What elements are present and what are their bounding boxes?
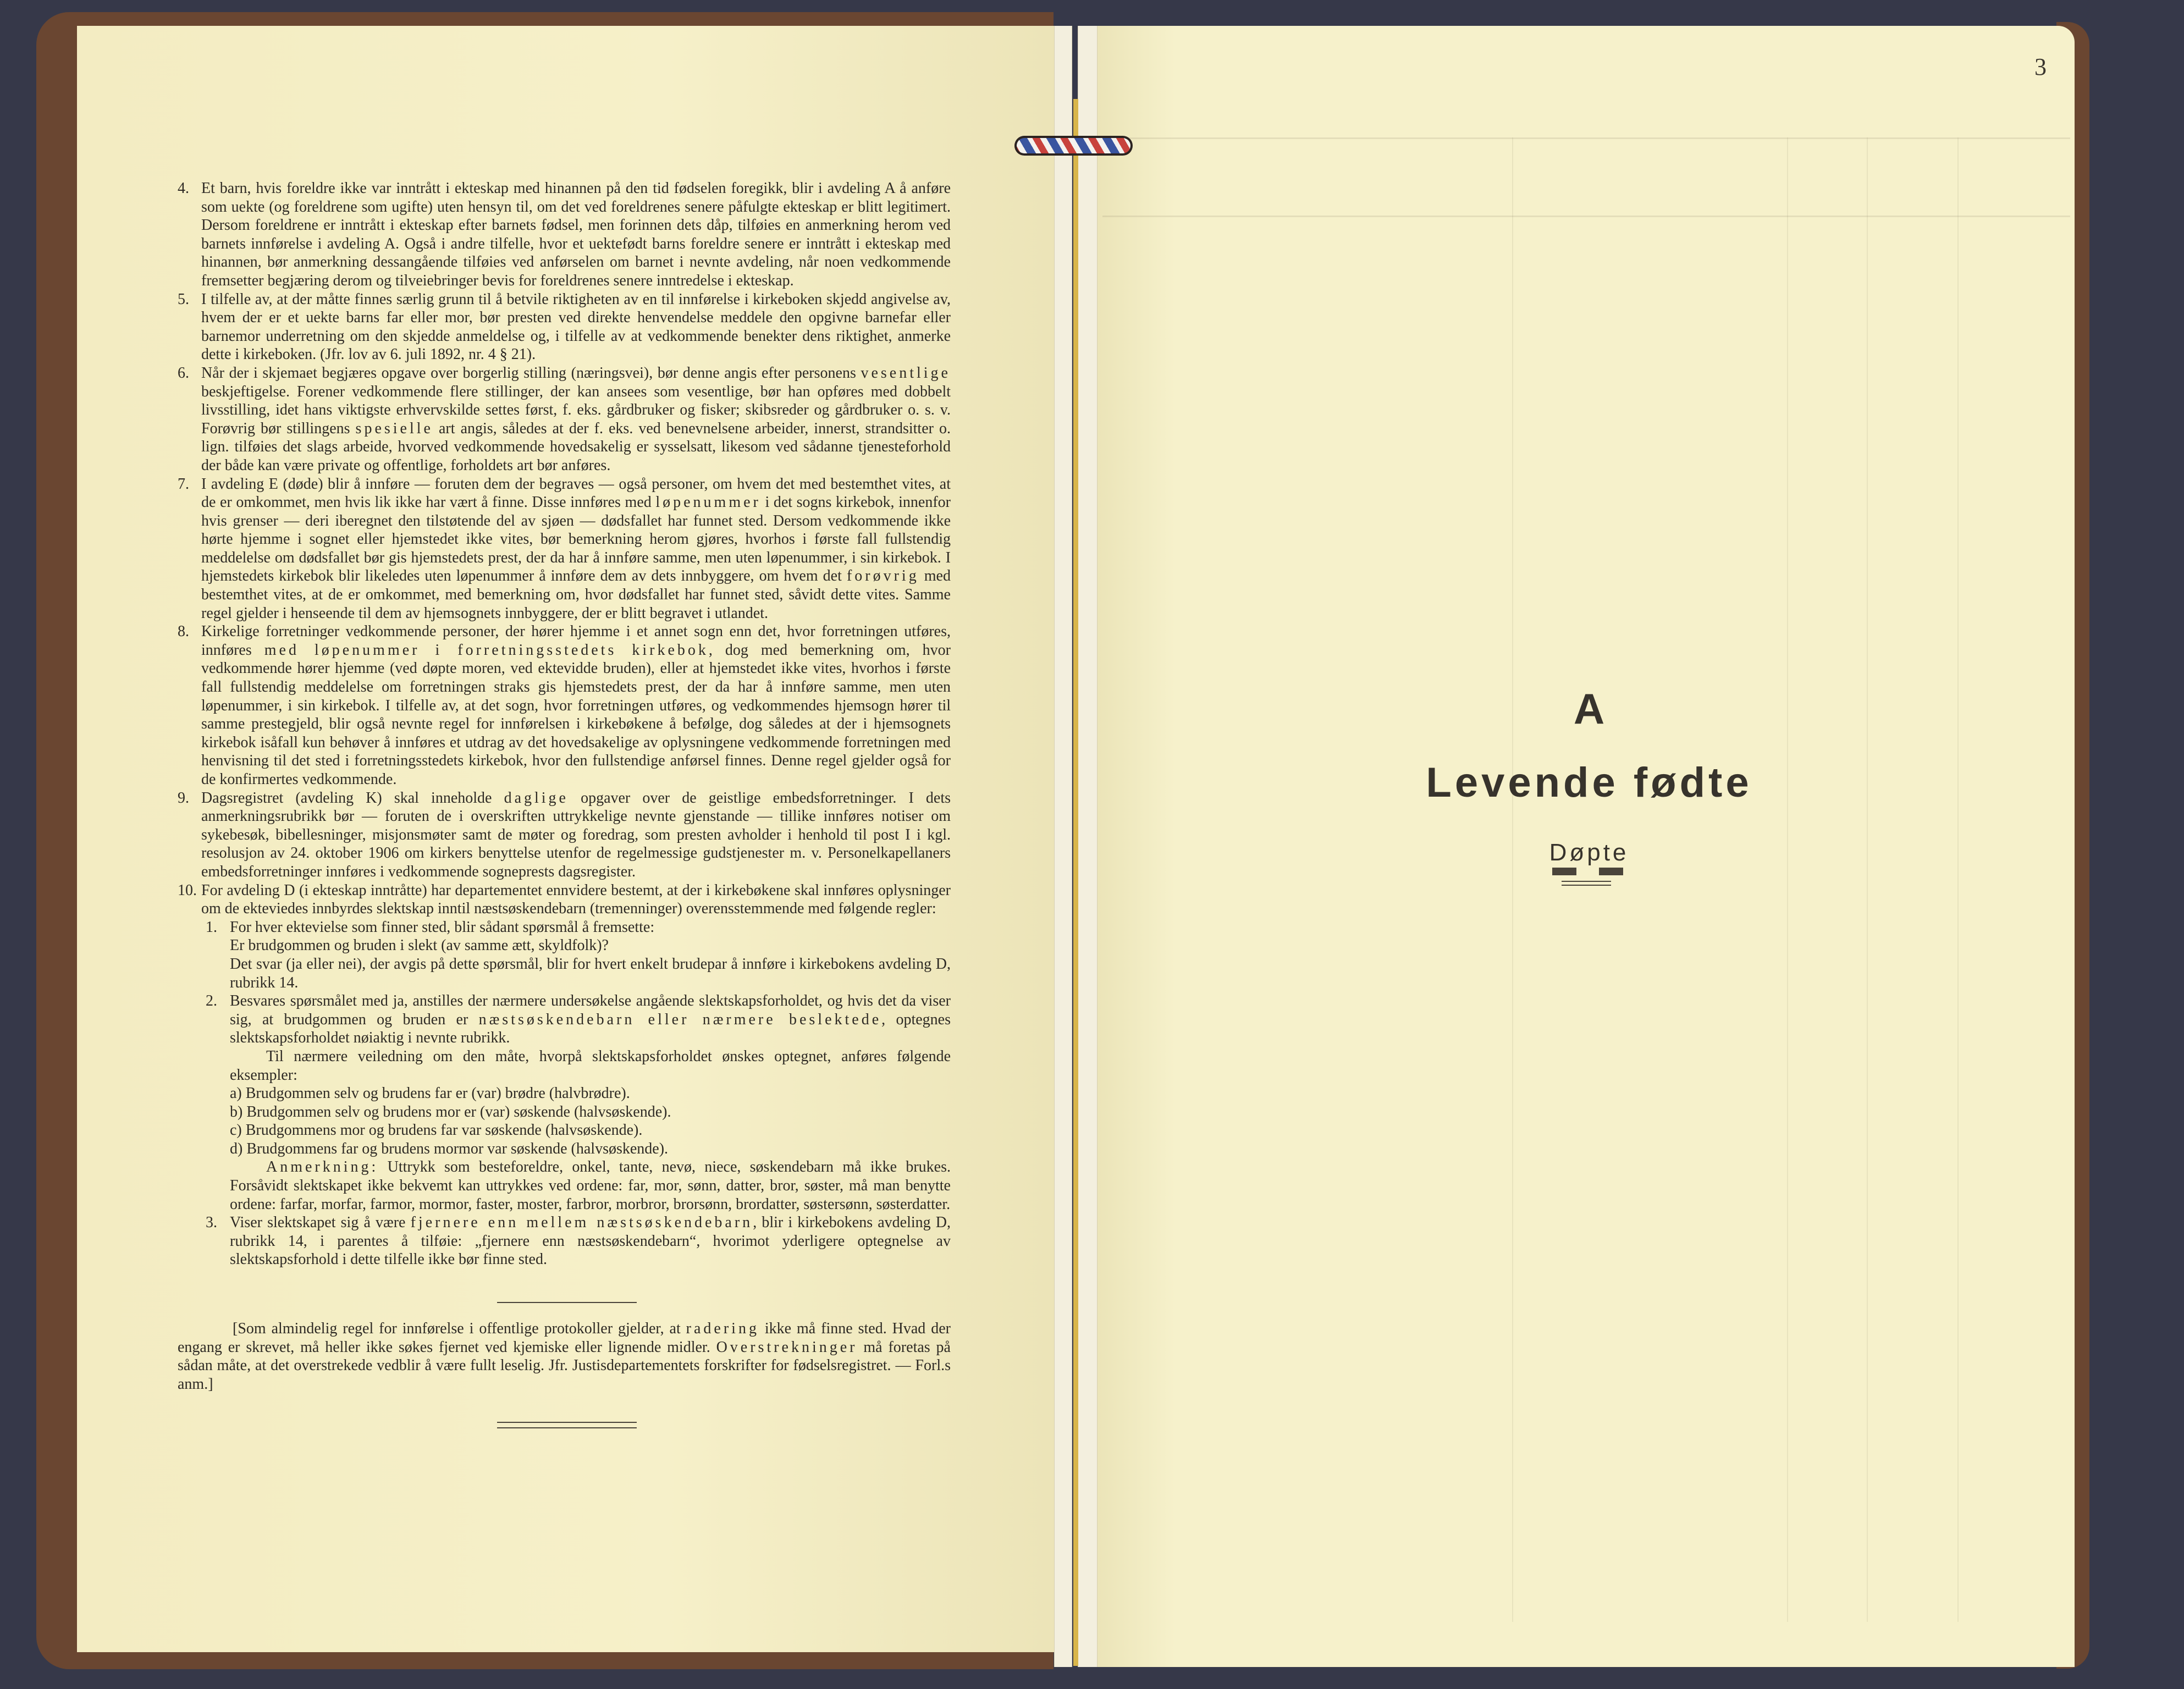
text-run: Når der i skjemaet begjæres opgave over borgerlig stilling (næringsvei), bør denne angis efter personens: [201, 364, 861, 382]
show-through-column-line: [1787, 137, 1788, 1622]
emphasized-text: Overstrekninger: [716, 1338, 858, 1356]
section-subtitle: Døpte: [1549, 839, 1629, 866]
emphasized-text: løpenummer: [655, 494, 761, 511]
instruction-item: [178, 475, 951, 623]
text-run: b) Brudgommen selv og brudens mor er (var) søskende (halvsøskende).: [230, 1103, 671, 1121]
text-run: Det svar (ja eller nei), der avgis på dette spørsmål, blir for hvert enkelt brudepar å innføre i kirkebokens avdeling D, rubrikk 14.: [230, 955, 951, 991]
text-run: d) Brudgommens far og brudens mormor var søskende (halvsøskende).: [230, 1140, 669, 1157]
show-through-rule: [1102, 216, 2070, 217]
paragraph: [178, 1103, 951, 1122]
text-run: I tilfelle av, at der måtte finnes særlig grunn til å betvile riktigheten av en til innførelse i kirkeboken skjedd angivelse av, hvem der er et uekte barns far eller mor, bør presten ved direkte henvendelse meddele den opgivne barnefar eller barnemor underretning om den skjedde anmeldelse og, i tilfelle av at vedkommende benekter dens riktighet, anmerke dette i kirkeboken. (Jfr. lov av 6. juli 1892, nr. 4 § 21).: [201, 290, 951, 363]
show-through-column-line: [1512, 137, 1513, 1622]
instruction-item: [178, 290, 951, 364]
binding-tape-right: [1078, 26, 1097, 1667]
text-run: Dagsregistret (avdeling K) skal inneholde: [201, 789, 504, 807]
sub-rule-item: [178, 1213, 951, 1269]
binding-cord: [1014, 136, 1133, 156]
sub-rule-item: [178, 992, 951, 1047]
text-run: Er brudgommen og bruden i slekt (av samme ætt, skyldfolk)?: [230, 937, 609, 954]
item-number: 7.: [178, 475, 189, 493]
paragraph: [178, 1084, 951, 1103]
text-run: c) Brudgommens mor og brudens far var søskende (halvsøskende).: [230, 1122, 643, 1139]
item-number: 8.: [178, 623, 189, 641]
paragraph: [178, 1140, 951, 1158]
paragraph: [178, 1047, 951, 1084]
ornament-double-line: [1562, 881, 1611, 886]
text-run: I avdeling E (døde) blir å innføre — foruten dem der begraves — også personer, om hvem det med bestemthet vites, at de er omkommet, men hvis lik ikke har vært å finne. Disse innføres med: [201, 475, 951, 511]
text-run: a) Brudgommen selv og brudens far er (var) brødre (halvbrødre).: [230, 1085, 630, 1102]
instruction-item: [178, 364, 951, 475]
ornament-right: [1599, 868, 1623, 875]
text-run: Uttrykk som besteforeldre, onkel, tante, nevø, niece, søskendebarn må ikke brukes. Forsåvidt slektskapet ikke bekvemt kan uttrykkes ved ordene: far, mor, sønn, datter, bror, søster, må man benytte ordene: farfar, morfar, farmor, mormor, faster, moster, farbror, morbror, brorsønn, brordatter, søstersønn, søsterdatter.: [230, 1158, 951, 1213]
text-run: For hver ektevielse som finner sted, blir sådant spørsmål å fremsette:: [230, 918, 655, 936]
binding-thread: [1073, 99, 1078, 1666]
text-run: Viser slektskapet sig å være: [230, 1214, 411, 1232]
text-run: beskjeftigelse. Forener vedkommende flere stillinger, der kan ansees som vesentlige, bør han opføres med dobbelt livsstilling, idet hans viktigste erhvervskilde settes først, f. eks. gårdbruker og fisker; skibsreder og gårdbruker o. s. v. Forøvrig bør stillingens: [201, 383, 951, 437]
text-run: , dog med bemerkning om, hvor vedkommende hører hjemme (ved døpte moren, ved ektevidde bruden), eller at hjemstedet ikke vites, hvorhos i første fall fullstendig meddelelse om forretningen straks gis hjemstedets prest, der da har å innføre samme, men uten løpenummer, i sin kirkebok. I tilfelle av, at det sogn, hvor forretningen utføres, og vedkommendes hjemsogn hører til samme prestegjeld, blir også nevnte regel for innførelsen i kirkebøkene å befølge, dog således at der i hjemsognets kirkebok isåfall kun behøver å innføres et utdrag av det hovedsakelige av oplysningene vedkommende forretningen med henvisning til det sted i forretningsstedets kirkebok, hvor den fullstendige anførsel finnes. Denne regel gjelder også for de konfirmertes vedkommende.: [201, 641, 951, 788]
text-run: med bestemthet vites, at de er omkommet, med bemerkning om, hvor dødsfallet har funnet sted, såvidt dette vites. Samme regel gjelder i henseende til dem av hjemsognets innbyggere, der er blitt begravet i utlandet.: [201, 567, 951, 622]
text-run: For avdeling D (i ekteskap inntråtte) har departementet ennvidere bestemt, at der i kirkebøkene skal innføres oplysninger om de ekteviedes innbyrdes slektskap inntil næstsøskendebarn (tremenninger) overensstemmende med følgende regler:: [201, 881, 951, 918]
binding-tape-left: [1054, 26, 1072, 1667]
emphasized-text: daglige: [504, 789, 569, 807]
emphasized-text: Anmerkning:: [266, 1158, 379, 1176]
emphasized-text: fjernere enn mellem næstsøskendebarn: [410, 1214, 753, 1232]
separator-rule: [497, 1302, 637, 1303]
item-number: 2.: [206, 992, 217, 1010]
item-number: 1.: [206, 918, 217, 936]
text-run: i det sogns kirkebok, innenfor hvis grenser — deri iberegnet den tilstøtende del av sjøen — dødsfallet har funnet sted. Dersom vedkommende ikke hørte hjemme i sognet eller hjemstedet ikke vites, bør bemerkning herom gjøres, hvorhos i første fall fullstendig meddelelse om dødsfallet bør gis hjemstedets prest, der da har å innføre samme, men uten løpenummer, i sin kirkebok. I hjemstedets kirkebok blir likeledes uten løpenummer å innføre dem av dets innbyggere, om hvem det: [201, 494, 951, 585]
show-through-column-line: [1867, 137, 1868, 1622]
text-run: Besvares spørsmålet med ja, anstilles der nærmere undersøkelse angående slektskapsforholdet, og hvis det da viser sig, at brudgommen og bruden er: [230, 992, 951, 1028]
instruction-item: [178, 622, 951, 788]
item-number: 5.: [178, 290, 189, 308]
text-run: [Som almindelig regel for innførelse i offentlige protokoller gjelder, at: [233, 1320, 686, 1337]
instructions-text: [178, 179, 951, 1269]
paragraph: [178, 1121, 951, 1140]
item-number: 3.: [206, 1214, 217, 1232]
text-run: Kirkelige forretninger vedkommende personer, der hører hjemme i et annet sogn enn det, hvor forretningen utføres, innføres: [201, 623, 951, 659]
item-number: 10.: [178, 881, 197, 899]
authors-note: [178, 1320, 951, 1393]
emphasized-text: radering: [686, 1320, 759, 1337]
text-run: Et barn, hvis foreldre ikke var inntrått i ekteskap med hinannen på den tid fødselen foregikk, blir i avdeling A å anføre som uekte (og foreldrene som ugifte) uten hensyn til, om det ved foreldrenes senere påfulgte ekteskap er blitt legitimert. Dersom foreldrene er inntrått i ekteskap efter barnets fødsel, men forinnen dets dåp, tilføies en anmerkning herom ved barnets innførelse i avdeling A. Også i andre tilfelle, hvor et uektefødt barns foreldre senere er inntrått i ekteskap med hinannen, bør anmerkning dessangående tilføies ved anførselen om barnet i nevnte avdeling, når noen vedkommende fremsetter begjæring derom og tilveiebringer bevis for foreldrenes senere inntredelse i ekteskap.: [201, 180, 951, 289]
double-separator-rule: [497, 1422, 637, 1428]
item-number: 6.: [178, 364, 189, 382]
page-number: 3: [2034, 53, 2047, 80]
text-run: , blir i kirkebokens avdeling D, rubrikk 14, i parentes å tilføie: „fjernere enn næstsøskendebarn“, hvorimot yderligere optegnelse av slektskapsforhold i dette tilfelle ikke bør finne sted.: [230, 1214, 951, 1268]
emphasized-text: med løpenummer i forretningsstedets kirkebok: [264, 641, 709, 659]
text-run: , optegnes slektskapsforholdet nøiaktig i nevnte rubrikk.: [230, 1011, 951, 1047]
item-number: 4.: [178, 180, 189, 197]
instruction-item: [178, 881, 951, 918]
text-run: art angis, således at der f. eks. ved benevnelsene arbeider, innerst, strandsitter o. lign. tilføies det slags arbeide, hvorved vedkommende hovedsakelig er sysselsatt, likesom ved sådanne tjenesteforhold der både kan være private og offentlige, forholdets art bør anføres.: [201, 420, 951, 474]
emphasized-text: vesentlige: [861, 364, 951, 382]
text-run: Til nærmere veiledning om den måte, hvorpå slektskapsforholdet ønskes optegnet, anføres følgende eksempler:: [230, 1047, 951, 1084]
section-title: Levende fødte: [1426, 759, 1752, 806]
instruction-item: [178, 179, 951, 290]
instruction-item: [178, 789, 951, 881]
text-run: opgaver over de geistlige embedsforretninger. I dets anmerkningsrubrikk bør — foruten de i overskriften uttrykkelige nevnte gjenstande — tillike innføres notiser om sykebesøk, bibellesninger, misjonsmøter samt de møter og foredrag, som presten avholder i henhold til post I i kgl. resolusjon av 24. oktober 1906 om kirkers benyttelse utenfor de regelmessige gudstjenester m. v. Personelkapellaners embedsforretninger innføres i vedkommende sogneprests dagsregister.: [201, 789, 951, 880]
show-through-rule: [1102, 137, 2070, 139]
sub-rule-item: [178, 918, 951, 937]
show-through-column-line: [1957, 137, 1959, 1622]
text-run: må foretas på sådan måte, at det overstrekede vedblir å være fullt leselig. Jfr. Justisdepartementets forskrifter for fødselsregistret. — Forl.s anm.]: [178, 1338, 951, 1393]
paragraph: [178, 1158, 951, 1213]
text-run: ikke må finne sted. Hvad der engang er skrevet, må heller ikke søkes fjernet ved kjemiske eller lignende midler.: [178, 1320, 951, 1356]
emphasized-text: forøvrig: [846, 567, 919, 585]
emphasized-text: spesielle: [355, 420, 433, 437]
section-letter: A: [1573, 685, 1605, 733]
paragraph: [178, 955, 951, 992]
item-number: 9.: [178, 789, 189, 807]
paragraph: [178, 936, 951, 955]
emphasized-text: næstsøskendebarn eller nærmere beslektede: [478, 1011, 882, 1028]
ornament-left: [1552, 868, 1576, 875]
